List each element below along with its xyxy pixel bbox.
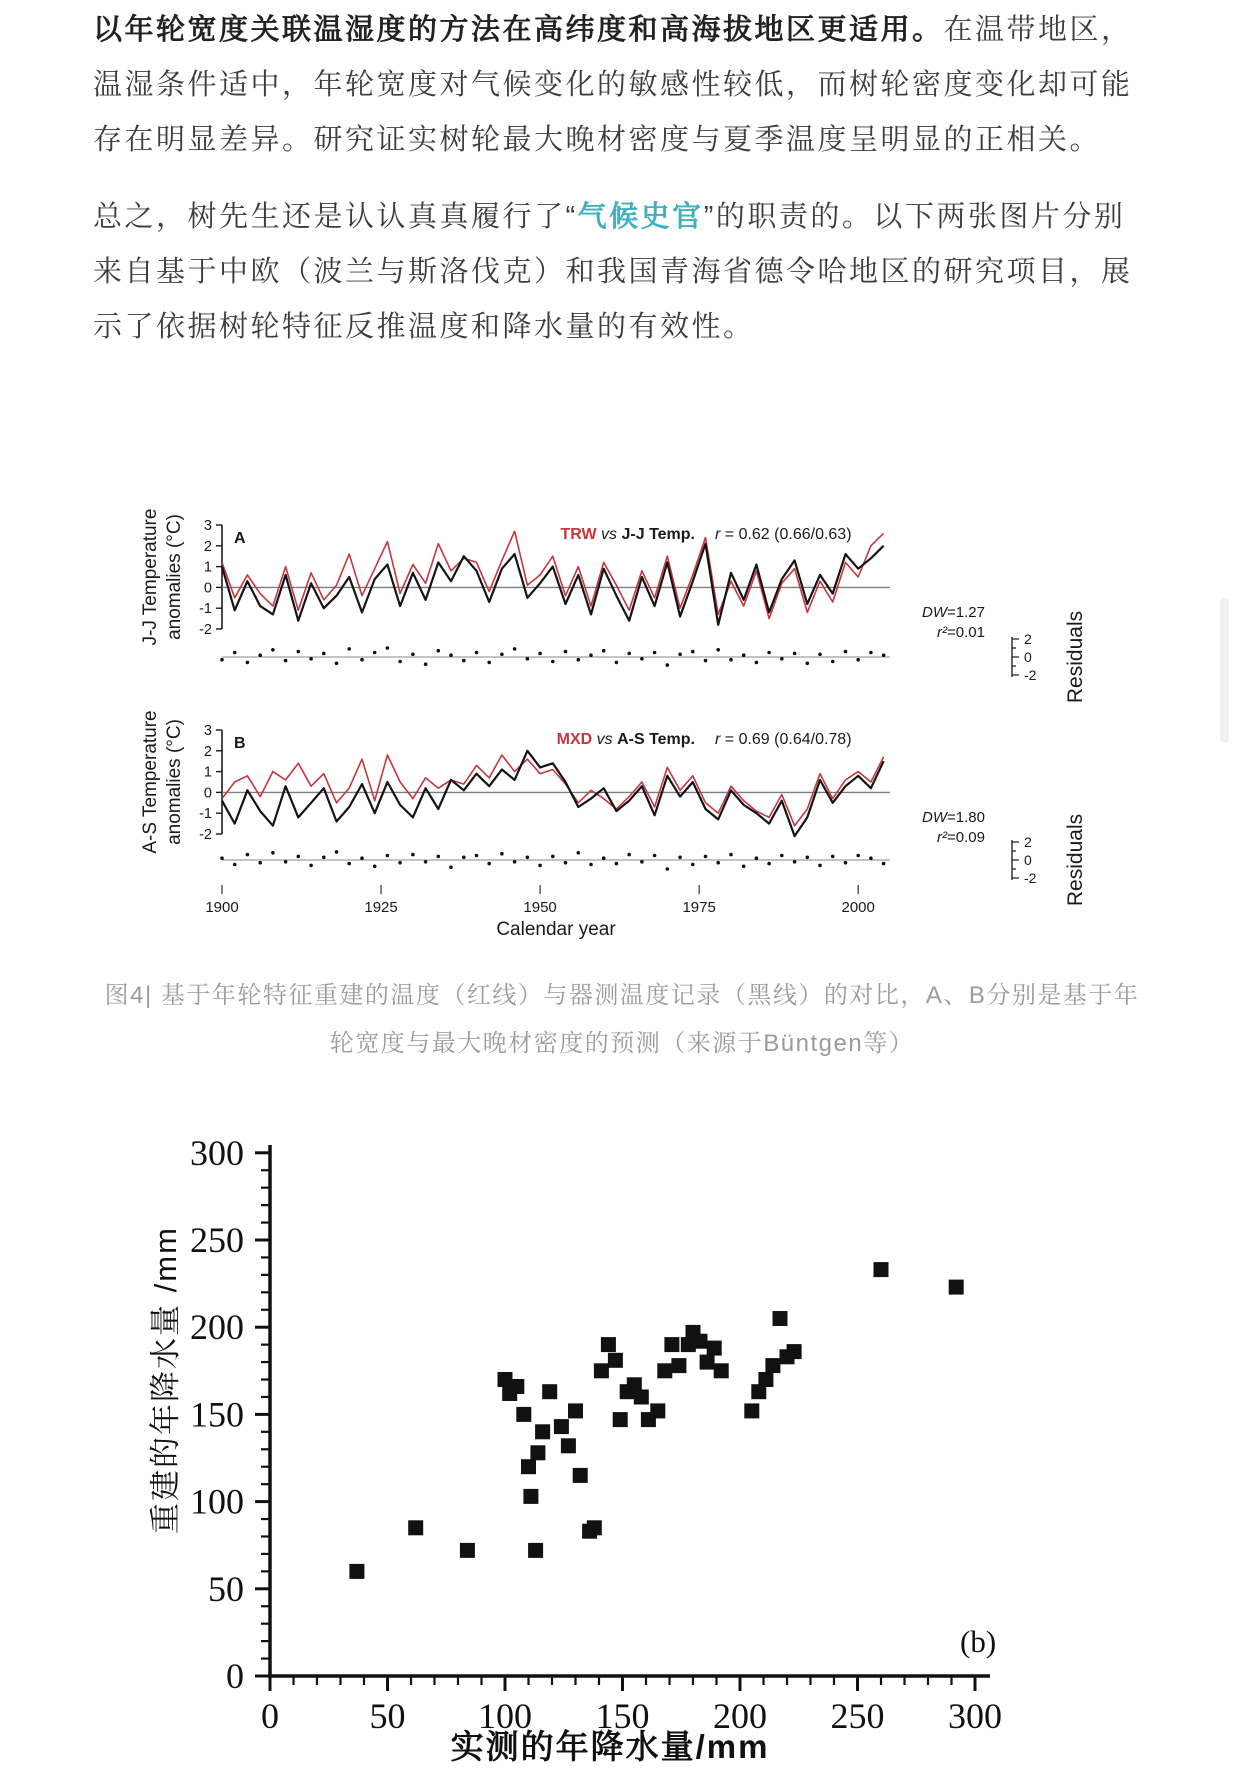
y-tick-label: 0 — [226, 1656, 244, 1696]
caption-line: 图4| 基于年轮特征重建的温度（红线）与器测温度记录（黑线）的对比，A、B分别是基于年 — [104, 982, 1140, 1009]
residual-dot — [602, 856, 606, 860]
scatter-point — [773, 1311, 788, 1326]
residual-dot — [220, 658, 224, 662]
residual-dot — [360, 658, 364, 662]
residual-dot — [386, 854, 390, 858]
residual-dot — [398, 660, 402, 664]
residual-dot — [271, 851, 275, 855]
y-tick-label: 1 — [203, 559, 212, 576]
residual-dot — [767, 862, 771, 866]
panel-A — [140, 509, 1087, 704]
residual-dot — [462, 856, 466, 860]
panel-B — [140, 710, 1087, 906]
x-tick-label: 200 — [713, 1696, 767, 1736]
y-tick-label: 0 — [203, 785, 212, 802]
x-tick-label: 250 — [830, 1696, 885, 1736]
scatter-point — [573, 1468, 588, 1483]
r-value: r = 0.69 (0.64/0.78) — [715, 731, 852, 748]
residual-dot — [449, 653, 453, 657]
y-tick-label: -2 — [199, 827, 212, 843]
residual-dot — [767, 651, 771, 655]
residual-dot — [844, 650, 848, 654]
residual-dot — [869, 856, 873, 860]
residual-dot — [487, 661, 491, 665]
residual-dot — [653, 854, 657, 858]
scatter-point — [587, 1520, 602, 1535]
residual-dot — [475, 651, 479, 655]
residual-dot — [742, 653, 746, 657]
scatter-point — [787, 1344, 802, 1359]
scatter-point — [554, 1419, 569, 1434]
text-line — [93, 3, 1168, 58]
residual-dot — [602, 649, 606, 653]
residual-dot — [627, 853, 631, 857]
residual-dot — [615, 661, 619, 665]
scatter-point — [521, 1459, 536, 1474]
residual-dot — [220, 856, 224, 860]
y-axis-title: anomalies (°C) — [164, 719, 185, 845]
dw-stat: DW=1.27 — [922, 604, 985, 621]
scatter-point — [530, 1445, 545, 1460]
residual-dot — [869, 651, 873, 655]
residual-dot — [856, 658, 860, 662]
figure-precipitation-scatter — [140, 1080, 1100, 1790]
residual-dot — [806, 856, 810, 860]
residual-dot — [424, 662, 428, 666]
residual-dot — [640, 860, 644, 864]
residual-dot — [322, 652, 326, 656]
paragraph-intro — [93, 3, 1168, 168]
residual-dot — [793, 860, 797, 864]
scatter-point — [765, 1358, 780, 1373]
scatter-point — [714, 1363, 729, 1378]
x-axis-title: Calendar year — [496, 919, 616, 940]
link-climate-historian[interactable]: 气候史官 — [577, 201, 704, 233]
scatter-point — [700, 1355, 715, 1370]
scatter-point — [671, 1358, 686, 1373]
residual-dot — [487, 862, 491, 866]
text-run: 在温带地区， — [943, 14, 1133, 46]
r2-stat: r²=0.01 — [937, 624, 985, 641]
scatter-point — [542, 1384, 557, 1399]
residual-dot — [411, 653, 415, 657]
residuals-axis-title: Residuals — [1064, 610, 1087, 704]
residual-dot — [755, 661, 759, 665]
residual-dot — [780, 657, 784, 661]
residual-dot — [577, 851, 581, 855]
residual-dot — [347, 647, 351, 651]
scrollbar-thumb[interactable] — [1220, 598, 1229, 743]
y-tick-label: 100 — [190, 1481, 244, 1522]
scatter-point — [408, 1520, 423, 1535]
y-tick-label: 2 — [203, 743, 212, 760]
scatter-point — [650, 1403, 665, 1418]
residual-dot — [449, 865, 453, 869]
residual-dot — [551, 855, 555, 859]
residual-dot — [297, 650, 301, 654]
panel-letter: A — [234, 530, 246, 547]
scatter-point — [601, 1337, 616, 1352]
text-line — [93, 190, 1168, 245]
residual-dot — [475, 854, 479, 858]
scatter-point — [594, 1363, 609, 1378]
residual-dot — [462, 659, 466, 663]
text-run: 总之，树先生还是认认真真履行了“ — [93, 201, 578, 233]
r2-stat: r²=0.09 — [937, 829, 985, 846]
panel-letter: B — [234, 735, 246, 752]
residual-tick-label: 0 — [1024, 649, 1032, 665]
scatter-point — [634, 1390, 649, 1405]
text-run: ”的职责的。以下两张图片分别 — [703, 201, 1126, 233]
scatter-point — [693, 1334, 708, 1349]
residual-dot — [704, 855, 708, 859]
residual-tick-label: -2 — [1024, 870, 1037, 886]
dw-stat: DW=1.80 — [922, 809, 985, 826]
residual-dot — [284, 659, 288, 663]
y-tick-label: 250 — [190, 1220, 244, 1260]
residual-dot — [564, 650, 568, 654]
residual-dot — [526, 856, 530, 860]
residual-dot — [564, 861, 568, 865]
residual-dot — [373, 651, 377, 655]
residual-dot — [513, 860, 517, 864]
text-line: 存在明显差异。研究证实树轮最大晚材密度与夏季温度呈明显的正相关。 — [93, 124, 1102, 156]
caption-line: 轮宽度与最大晚材密度的预测（来源于Büntgen等） — [329, 1030, 915, 1057]
residual-dot — [335, 662, 339, 666]
y-tick-label: 3 — [203, 723, 212, 739]
figure4-svg — [140, 437, 1100, 942]
residual-dot — [551, 660, 555, 664]
y-tick-label: 150 — [190, 1394, 244, 1435]
scatter-point — [509, 1379, 524, 1394]
residual-dot — [831, 855, 835, 859]
residual-dot — [284, 860, 288, 864]
residual-dot — [589, 863, 593, 867]
scatter-point — [528, 1543, 543, 1558]
residual-dot — [373, 865, 377, 869]
y-tick-label: -2 — [199, 622, 212, 638]
y-tick-label: 0 — [203, 580, 212, 597]
x-tick-label: 1900 — [205, 899, 239, 916]
residual-dot — [691, 863, 695, 867]
residual-dot — [678, 856, 682, 860]
residual-dot — [780, 854, 784, 858]
residual-dot — [335, 850, 339, 854]
residual-dot — [666, 867, 670, 871]
residual-tick-label: 2 — [1024, 631, 1032, 647]
residual-dot — [640, 657, 644, 661]
residual-dot — [309, 657, 313, 661]
scatter-figure-svg — [140, 1080, 1100, 1790]
y-tick-label: 2 — [203, 538, 212, 555]
residual-dot — [627, 652, 631, 656]
y-axis-title: J-J Temperature — [140, 508, 161, 646]
residual-tick-label: -2 — [1024, 667, 1037, 683]
y-tick-label: 50 — [208, 1568, 244, 1609]
residual-tick-label: 0 — [1024, 852, 1032, 868]
scatter-point — [613, 1412, 628, 1427]
residual-dot — [666, 663, 670, 667]
figure-tree-ring-temperature — [140, 437, 1100, 947]
residual-dot — [818, 864, 822, 868]
residual-dot — [437, 649, 441, 653]
residual-dot — [309, 864, 313, 868]
x-axis-title: 实测的年降水量/mm — [450, 1728, 770, 1765]
scatter-point — [535, 1424, 550, 1439]
residual-dot — [882, 653, 886, 657]
residual-dot — [678, 653, 682, 657]
scatter-point — [744, 1403, 759, 1418]
residual-dot — [424, 860, 428, 864]
residual-dot — [577, 658, 581, 662]
residual-dot — [437, 855, 441, 859]
scatter-point — [349, 1564, 364, 1579]
r-value: r = 0.62 (0.66/0.63) — [715, 526, 852, 543]
residual-dot — [246, 853, 250, 857]
residual-tick-label: 2 — [1024, 834, 1032, 850]
scatter-point — [460, 1543, 475, 1558]
residual-dot — [500, 653, 504, 657]
y-axis-title: anomalies (°C) — [164, 514, 185, 640]
residual-dot — [716, 648, 720, 652]
residual-dot — [233, 651, 237, 655]
residual-dot — [398, 861, 402, 865]
y-axis-title: A-S Temperature — [140, 710, 161, 854]
y-axis-title: 重建的年降水量 /mm — [148, 1226, 183, 1534]
scatter-point — [608, 1353, 623, 1368]
residual-dot — [271, 648, 275, 652]
residual-dot — [615, 862, 619, 866]
scatter-point — [949, 1280, 964, 1295]
residual-dot — [513, 647, 517, 651]
x-tick-label: 150 — [595, 1696, 650, 1736]
x-tick-label: 1950 — [523, 899, 557, 916]
residual-dot — [258, 653, 262, 657]
residual-dot — [793, 652, 797, 656]
figure4-caption — [0, 972, 1244, 1068]
residual-dot — [716, 861, 720, 865]
residual-dot — [500, 852, 504, 856]
paragraph-summary — [93, 190, 1168, 355]
residual-dot — [589, 653, 593, 657]
residual-dot — [411, 853, 415, 857]
scatter-point — [707, 1341, 722, 1356]
residual-dot — [882, 862, 886, 866]
scatter-point — [657, 1363, 672, 1378]
x-tick-label: 100 — [478, 1696, 532, 1736]
text-line: 温湿条件适中，年轮宽度对气候变化的敏感性较低，而树轮密度变化却可能 — [93, 69, 1133, 101]
scatter-point — [758, 1372, 773, 1387]
residual-dot — [538, 652, 542, 656]
scatter-point — [568, 1403, 583, 1418]
text-line: 示了依据树轮特征反推温度和降水量的有效性。 — [93, 311, 755, 343]
residual-dot — [755, 856, 759, 860]
x-tick-label: 1975 — [682, 899, 716, 916]
residual-dot — [538, 864, 542, 868]
residual-dot — [322, 856, 326, 860]
residual-dot — [729, 853, 733, 857]
legend: TRW vs J-J Temp. — [560, 526, 695, 543]
residual-dot — [347, 862, 351, 866]
scatter-point — [664, 1337, 679, 1352]
y-tick-label: 1 — [203, 764, 212, 781]
scatter-point — [874, 1262, 889, 1277]
y-tick-label: -1 — [199, 806, 212, 823]
residual-dot — [844, 861, 848, 865]
residual-dot — [233, 863, 237, 867]
residual-dot — [526, 657, 530, 661]
residual-dot — [806, 662, 810, 666]
residual-dot — [386, 646, 390, 650]
scatter-point — [516, 1407, 531, 1422]
x-tick-label: 2000 — [841, 899, 875, 916]
residual-dot — [297, 855, 301, 859]
scatter-point — [561, 1438, 576, 1453]
residual-dot — [818, 653, 822, 657]
lead-sentence: 以年轮宽度关联温湿度的方法在高纬度和高海拔地区更适用。 — [93, 14, 944, 46]
residual-dot — [258, 861, 262, 865]
residual-dot — [831, 660, 835, 664]
residual-dot — [246, 661, 250, 665]
y-tick-label: 200 — [190, 1307, 244, 1348]
legend: MXD vs A-S Temp. — [556, 731, 695, 748]
x-tick-label: 300 — [948, 1696, 1002, 1736]
residual-dot — [360, 856, 364, 860]
text-line: 来自基于中欧（波兰与斯洛伐克）和我国青海省德令哈地区的研究项目，展 — [93, 256, 1133, 288]
residual-dot — [704, 659, 708, 663]
y-tick-label: 3 — [203, 518, 212, 534]
x-tick-label: 0 — [261, 1696, 279, 1736]
subplot-label: (b) — [960, 1624, 997, 1659]
x-tick-label: 50 — [369, 1696, 406, 1736]
residual-dot — [691, 650, 695, 654]
residuals-axis-title: Residuals — [1064, 813, 1087, 907]
residual-dot — [653, 651, 657, 655]
scatter-point — [523, 1489, 538, 1504]
series-black — [222, 751, 884, 836]
residual-dot — [856, 854, 860, 858]
residual-dot — [729, 658, 733, 662]
y-tick-label: -1 — [199, 601, 212, 618]
y-tick-label: 300 — [190, 1132, 244, 1173]
residual-dot — [742, 865, 746, 869]
x-tick-label: 1925 — [364, 899, 398, 916]
